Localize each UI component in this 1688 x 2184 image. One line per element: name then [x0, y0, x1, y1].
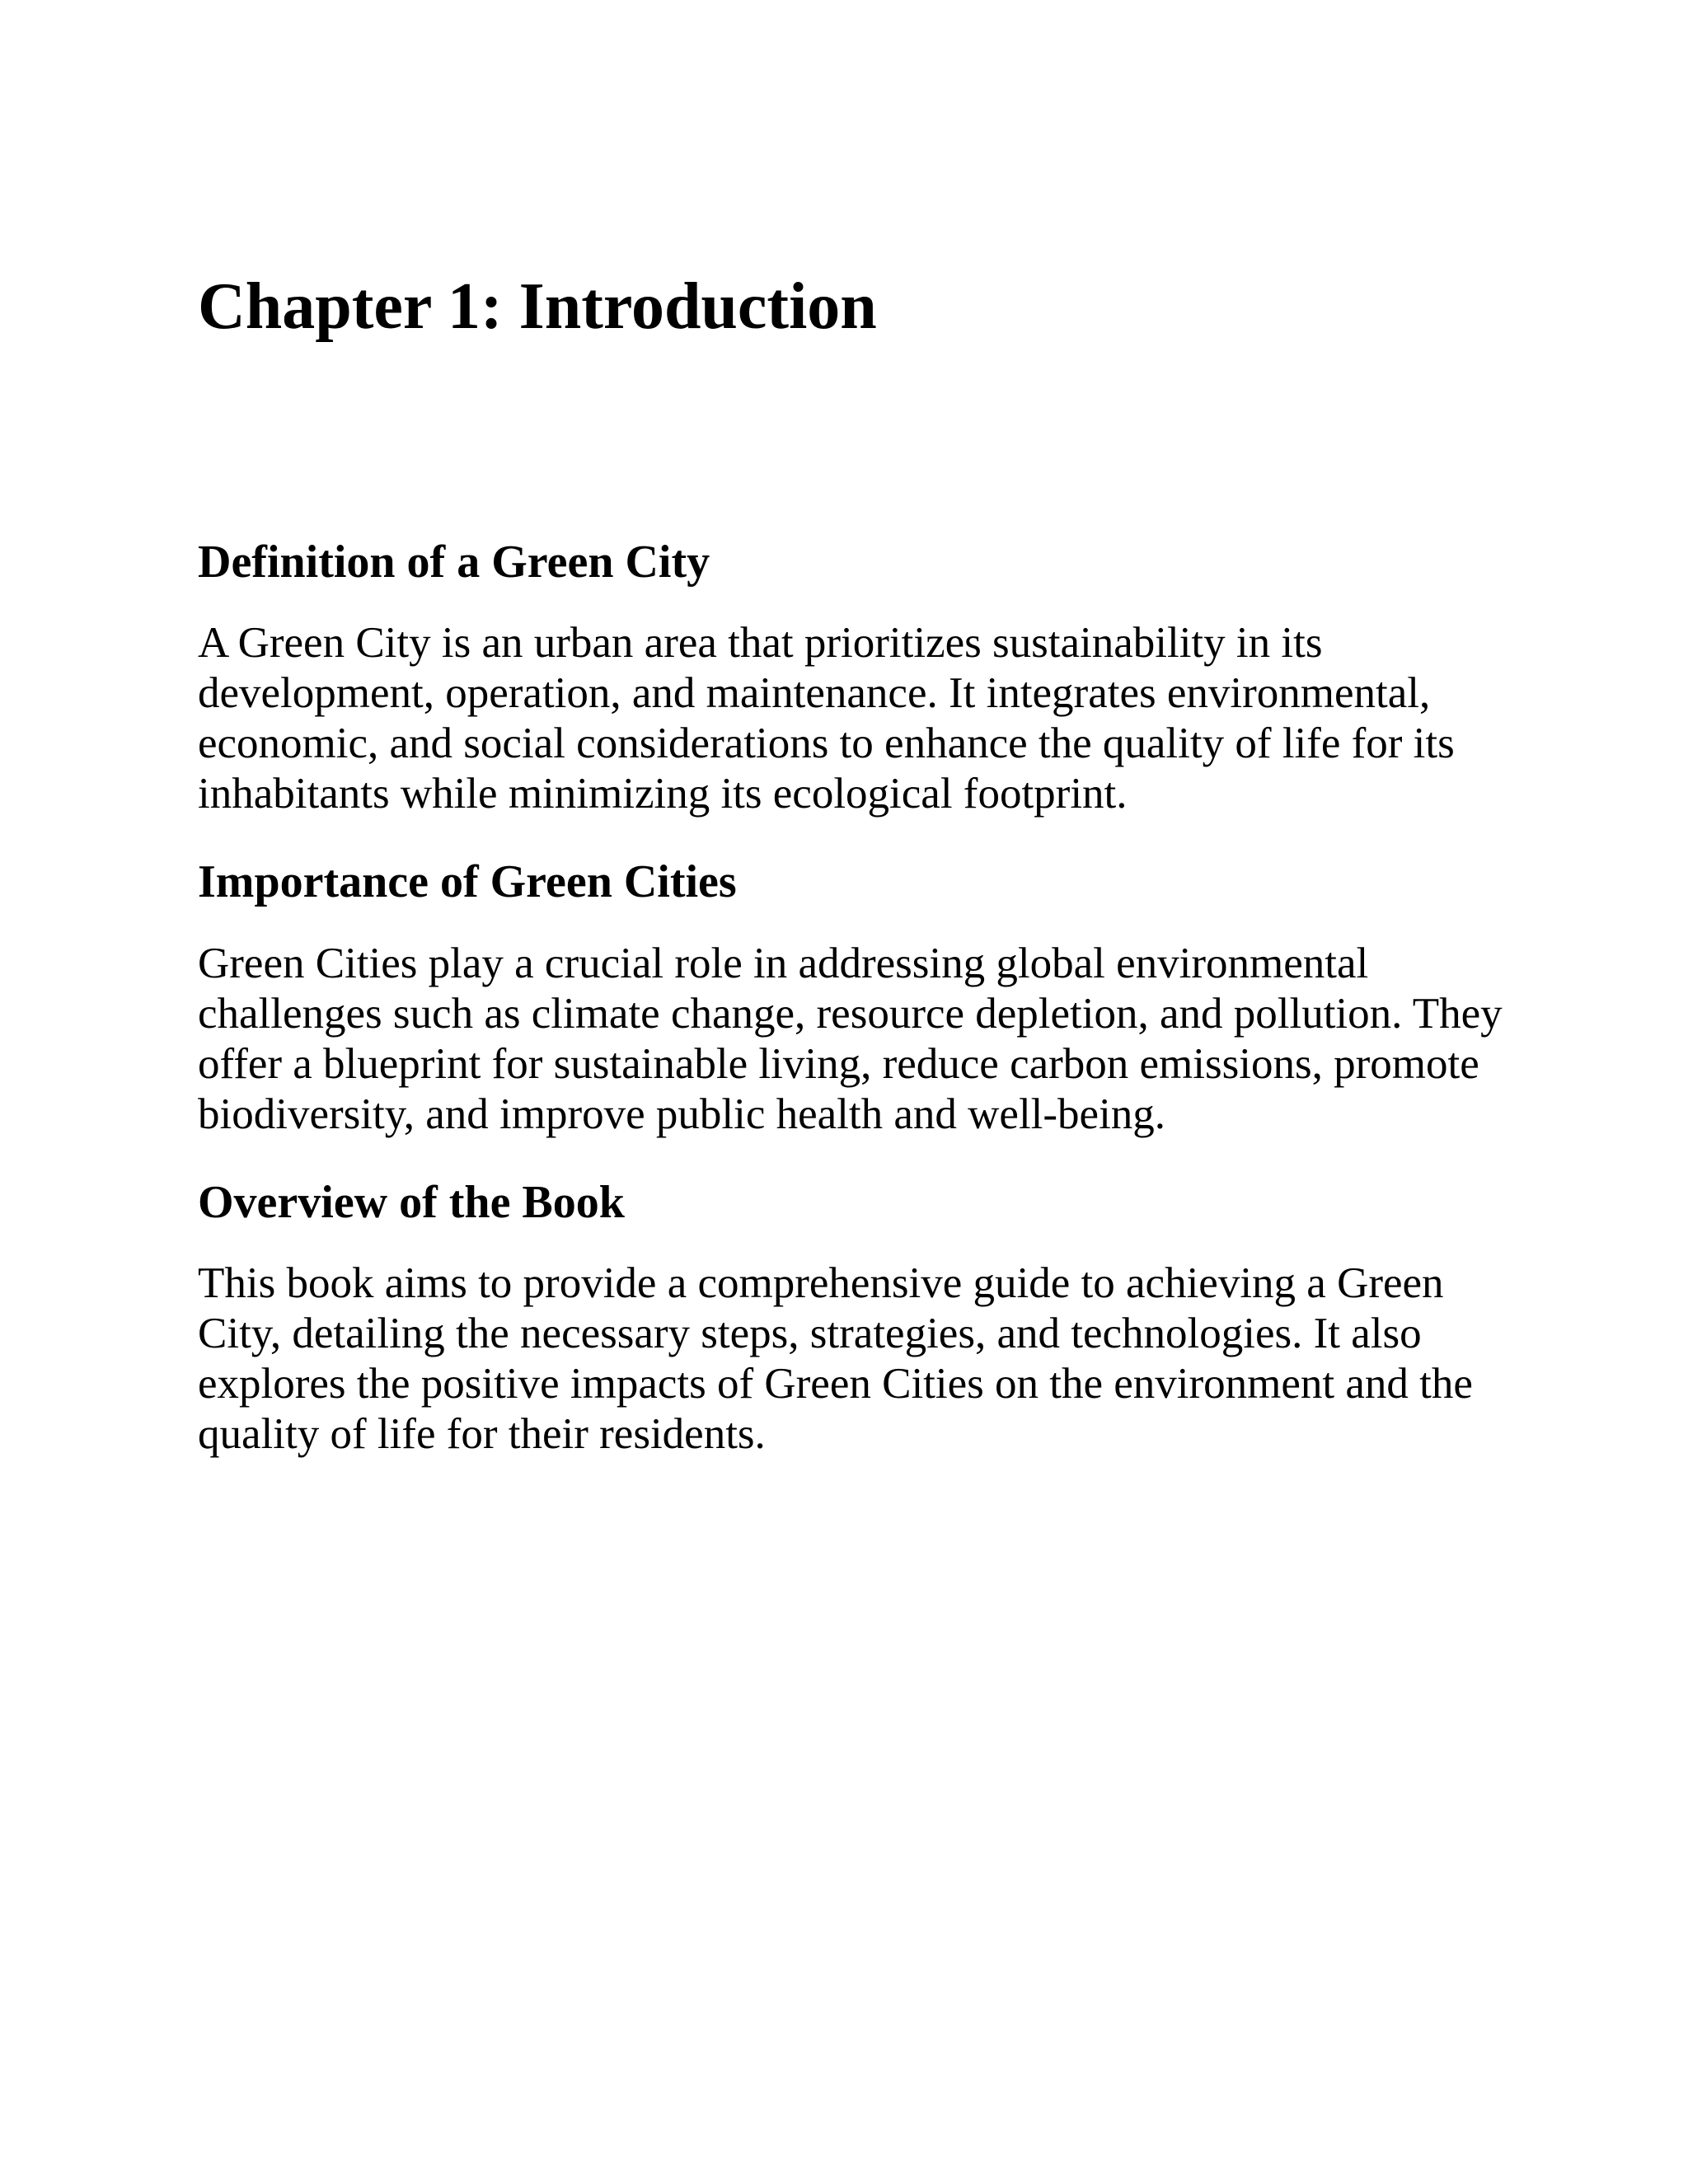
section-importance: [198, 855, 1533, 1139]
section-definition: [198, 536, 1533, 819]
section-heading: Importance of Green Cities: [198, 856, 737, 908]
section-heading: Overview of the Book: [198, 1176, 625, 1228]
section-paragraph: Green Cities play a crucial role in addressing global environmental challenges such as climate change, resource depletion, and pollution. They offer a blueprint for sustainable living, reduce carbon emissions, promote biodiversity, and improve public health and well-being.: [198, 939, 1503, 1138]
chapter-title: Chapter 1: Introduction: [198, 270, 877, 343]
section-paragraph: This book aims to provide a comprehensive guide to achieving a Green City, detailing the necessary steps, strategies, and technologies. It also explores the positive impacts of Green Cities on the environment and the quality of life for their residents.: [198, 1259, 1473, 1459]
section-overview: [198, 1176, 1533, 1460]
section-paragraph: A Green City is an urban area that prioritizes sustainability in its development, operation, and maintenance. It integrates environmental, economic, and social considerations to enhance the quality of life for its inhabitants while minimizing its ecological footprint.: [198, 619, 1455, 818]
page-content: [198, 270, 1533, 1460]
section-heading: Definition of a Green City: [198, 537, 710, 588]
